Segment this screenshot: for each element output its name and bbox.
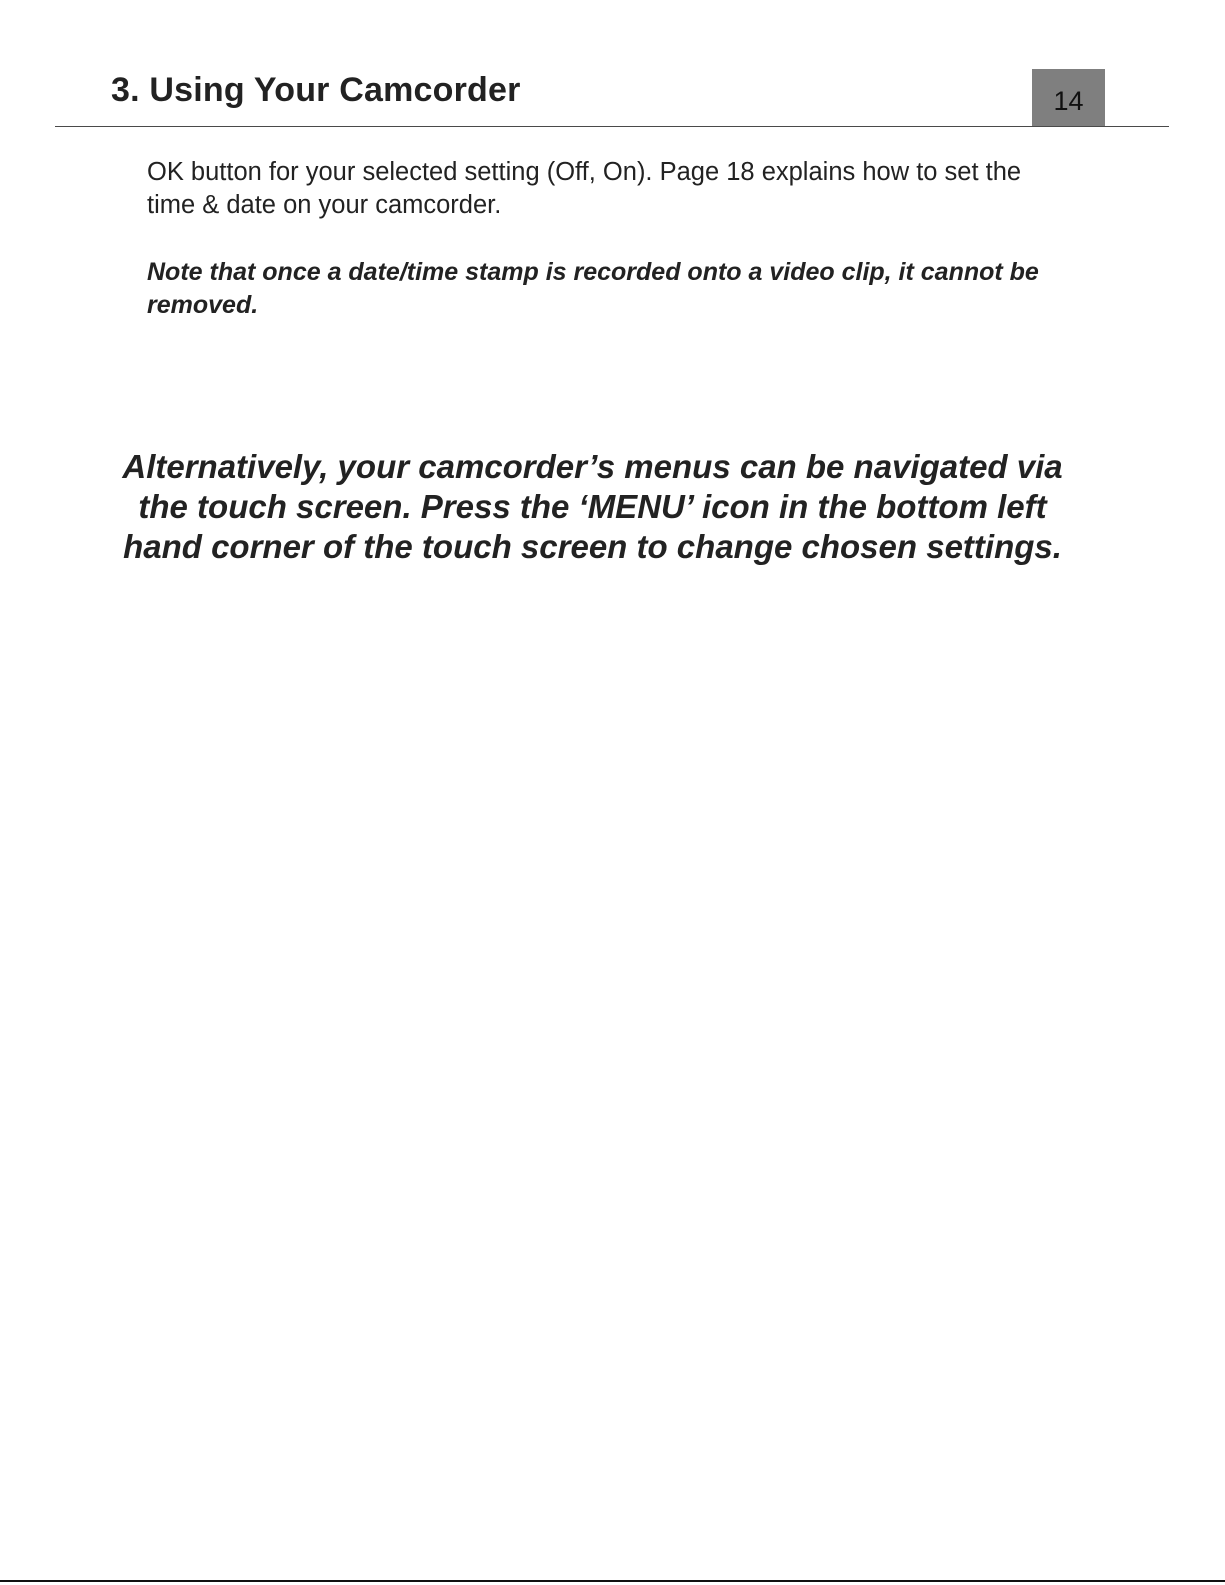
footer-divider	[0, 1580, 1225, 1582]
page-number-badge	[1032, 69, 1105, 127]
header-divider	[55, 126, 1169, 127]
body-paragraph: OK button for your selected setting (Off, On). Page 18 explains how to set the time & date on your camcorder.	[147, 158, 1022, 219]
section-title: 3. Using Your Camcorder	[111, 71, 521, 109]
touch-screen-callout: Alternatively, your camcorder’s menus can be navigated via the touch screen. Press the ‘MENU’ icon in the bottom left hand corner of the touch screen to change chosen settings.	[122, 448, 1063, 565]
note-paragraph: Note that once a date/time stamp is recorded onto a video clip, it cannot be removed.	[147, 258, 1039, 319]
page-number: 14	[1053, 86, 1084, 116]
